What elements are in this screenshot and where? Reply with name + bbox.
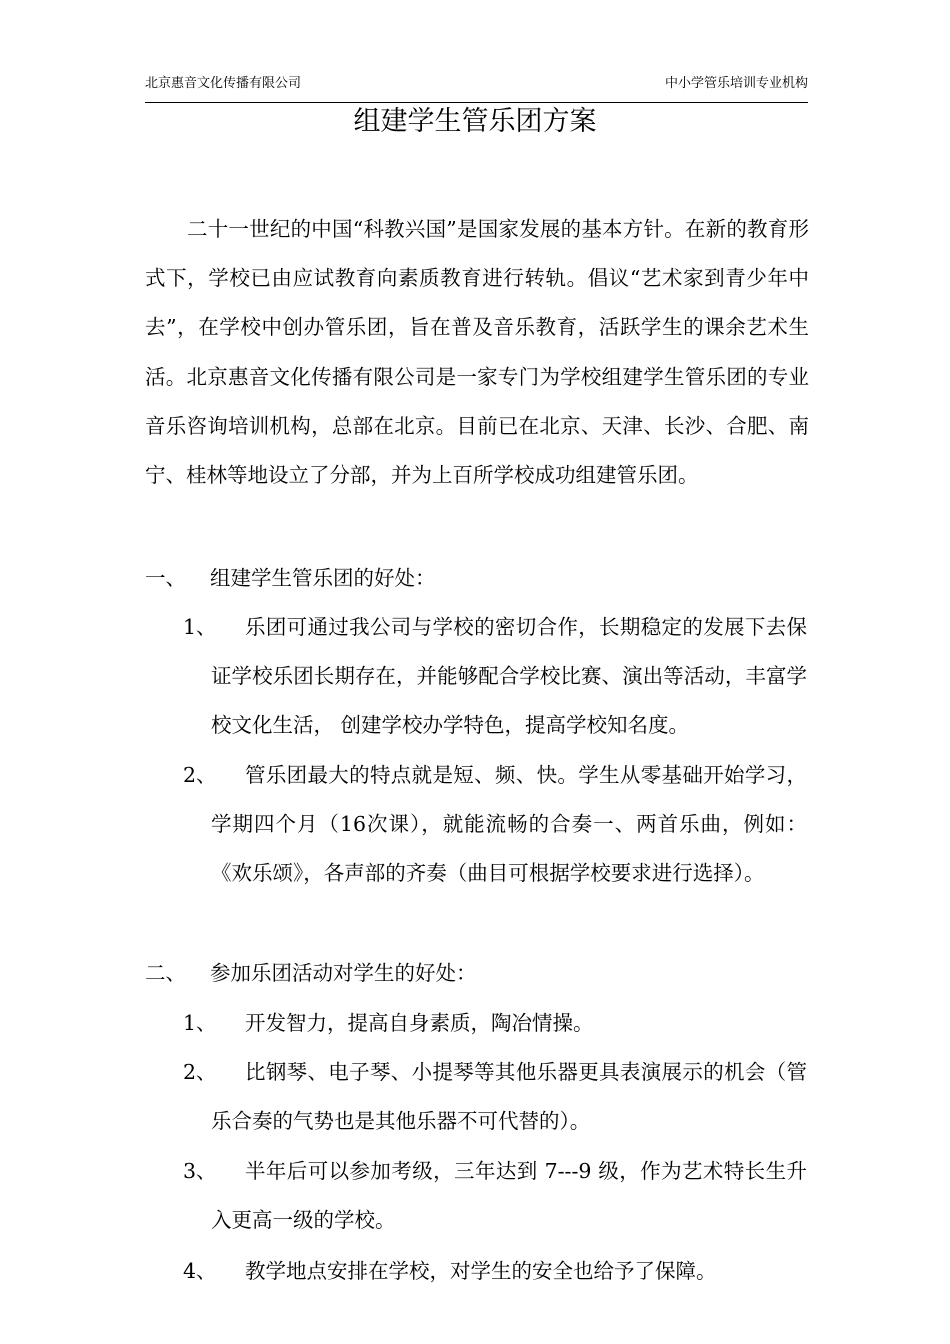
item-text: 管乐团最大的特点就是短、频、快。学生从零基础开始学习，学期四个月（16次课），就能流畅的合奏一、两首乐曲，例如：《欢乐颂》，各声部的齐奏（曲目可根据学校要求进行选择）。: [211, 763, 807, 886]
item-number: 2、: [183, 763, 217, 787]
header-company: 北京惠音文化传播有限公司: [145, 76, 302, 91]
item-text: 开发智力，提高自身素质，陶冶情操。: [245, 1011, 594, 1035]
item-number: 3、: [183, 1159, 217, 1183]
item-text: 比钢琴、电子琴、小提琴等其他乐器更具表演展示的机会（管乐合奏的气势也是其他乐器不可代替的）。: [211, 1060, 807, 1134]
section-number: 二、: [145, 961, 186, 985]
item-number: 2、: [183, 1060, 217, 1084]
item-text: 半年后可以参加考级，三年达到 7---9 级，作为艺术特长生升入更高一级的学校。: [211, 1159, 807, 1233]
item-number: 4、: [183, 1259, 217, 1283]
item-text: 教学地点安排在学校，对学生的安全也给予了保障。: [245, 1259, 717, 1283]
section-title: 组建学生管乐团的好处：: [210, 566, 436, 590]
section-number: 一、: [145, 566, 186, 590]
item-text: 乐团可通过我公司与学校的密切合作，长期稳定的发展下去保证学校乐团长期存在，并能够配合学校比赛、演出等活动，丰富学校文化生活， 创建学校办学特色，提高学校知名度。: [211, 615, 807, 738]
item-number: 1、: [183, 615, 217, 639]
intro-paragraph: 二十一世纪的中国“科教兴国”是国家发展的基本方针。在新的教育形式下，学校已由应试教育向素质教育进行转轨。倡议“艺术家到青少年中去”，在学校中创办管乐团，旨在普及音乐教育，活跃学生的课余艺术生活。北京惠音文化传播有限公司是一家专门为学校组建学生管乐团的专业音乐咨询培训机构，总部在北京。目前已在北京、天津、长沙、合肥、南宁、桂林等地设立了分部，并为上百所学校成功组建管乐团。: [145, 217, 809, 488]
header-tagline: 中小学管乐培训专业机构: [664, 76, 808, 91]
section-title: 参加乐团活动对学生的好处：: [210, 961, 477, 985]
item-number: 1、: [183, 1011, 217, 1035]
document-title: 组建学生管乐团方案: [353, 106, 597, 137]
page-header: [145, 70, 808, 103]
